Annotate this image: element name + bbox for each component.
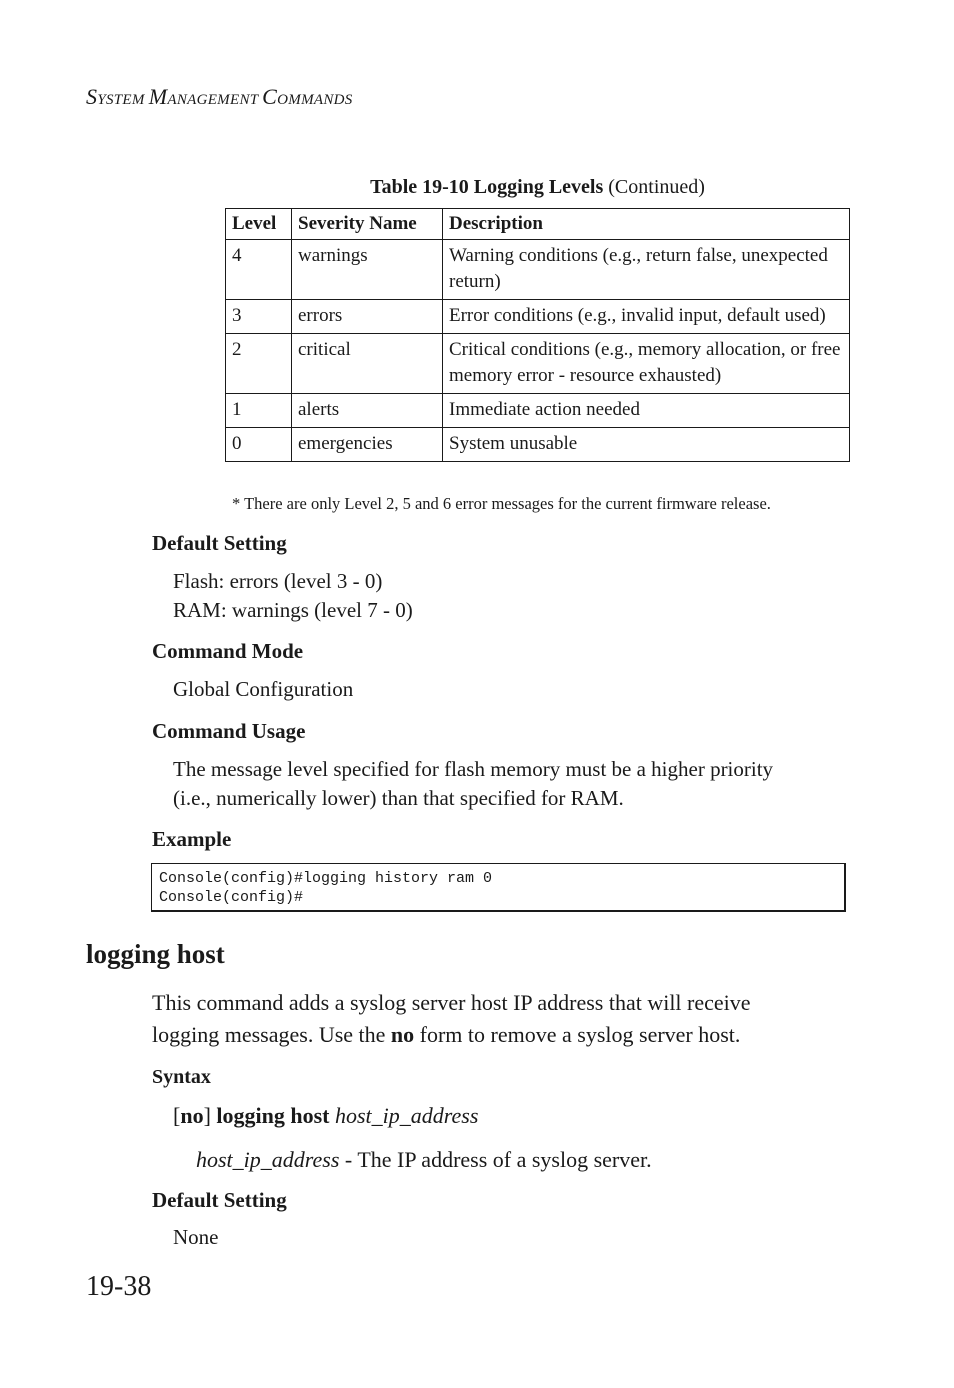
page-number: 19-38 <box>86 1271 152 1302</box>
cell-description: Critical conditions (e.g., memory allocation, or free memory error - resource exhausted) <box>443 334 850 394</box>
table-row <box>226 240 850 300</box>
command-usage-heading: Command Usage <box>152 719 306 743</box>
cell-level: 2 <box>226 334 292 394</box>
header-level: Level <box>226 209 292 240</box>
section-title: logging host <box>86 939 225 969</box>
command-usage-line2: (i.e., numerically lower) than that specified for RAM. <box>173 786 624 810</box>
default-setting-heading: Default Setting <box>152 531 287 555</box>
syntax-param-description: host_ip_address - The IP address of a syslog server. <box>196 1147 652 1172</box>
logging-levels-table <box>225 208 850 462</box>
table-caption: Table 19-10 Logging Levels (Continued) <box>370 176 705 198</box>
code-line: Console(config)# <box>159 889 304 906</box>
syntax-heading: Syntax <box>152 1066 211 1088</box>
table-row <box>226 394 850 428</box>
example-heading: Example <box>152 827 232 851</box>
command-mode-heading: Command Mode <box>152 639 304 663</box>
cell-level: 1 <box>226 394 292 428</box>
running-head: SYSTEM MANAGEMENT COMMANDS <box>86 84 353 109</box>
cell-severity-name: errors <box>292 300 443 334</box>
default-setting-none: None <box>173 1225 219 1249</box>
cell-level: 4 <box>226 240 292 300</box>
cell-description: Immediate action needed <box>443 394 850 428</box>
table-row <box>226 334 850 394</box>
cell-description: System unusable <box>443 428 850 462</box>
example-code-block <box>151 863 846 912</box>
cell-description: Warning conditions (e.g., return false, unexpected return) <box>443 240 850 300</box>
header-description: Description <box>443 209 850 240</box>
command-usage-line1: The message level specified for flash memory must be a higher priority <box>173 757 774 781</box>
cell-level: 0 <box>226 428 292 462</box>
default-setting-ram: RAM: warnings (level 7 - 0) <box>173 598 413 622</box>
default-setting-flash: Flash: errors (level 3 - 0) <box>173 569 383 593</box>
header-severity-name: Severity Name <box>292 209 443 240</box>
cell-severity-name: alerts <box>292 394 443 428</box>
table-footnote: * There are only Level 2, 5 and 6 error messages for the current firmware release. <box>232 494 771 513</box>
cell-severity-name: warnings <box>292 240 443 300</box>
code-line: Console(config)#logging history ram 0 <box>159 870 493 887</box>
syntax-line: [no] logging host host_ip_address <box>173 1103 479 1128</box>
section-description: This command adds a syslog server host IP address that will receive logging messages. Use the no form to remove a syslog server host. <box>152 990 751 1047</box>
cell-severity-name: emergencies <box>292 428 443 462</box>
table-row <box>226 300 850 334</box>
default-setting-heading-2: Default Setting <box>152 1188 287 1212</box>
cell-description: Error conditions (e.g., invalid input, default used) <box>443 300 850 334</box>
table-header-row <box>226 209 850 240</box>
cell-severity-name: critical <box>292 334 443 394</box>
cell-level: 3 <box>226 300 292 334</box>
command-mode-text: Global Configuration <box>173 677 354 701</box>
table-row <box>226 428 850 462</box>
